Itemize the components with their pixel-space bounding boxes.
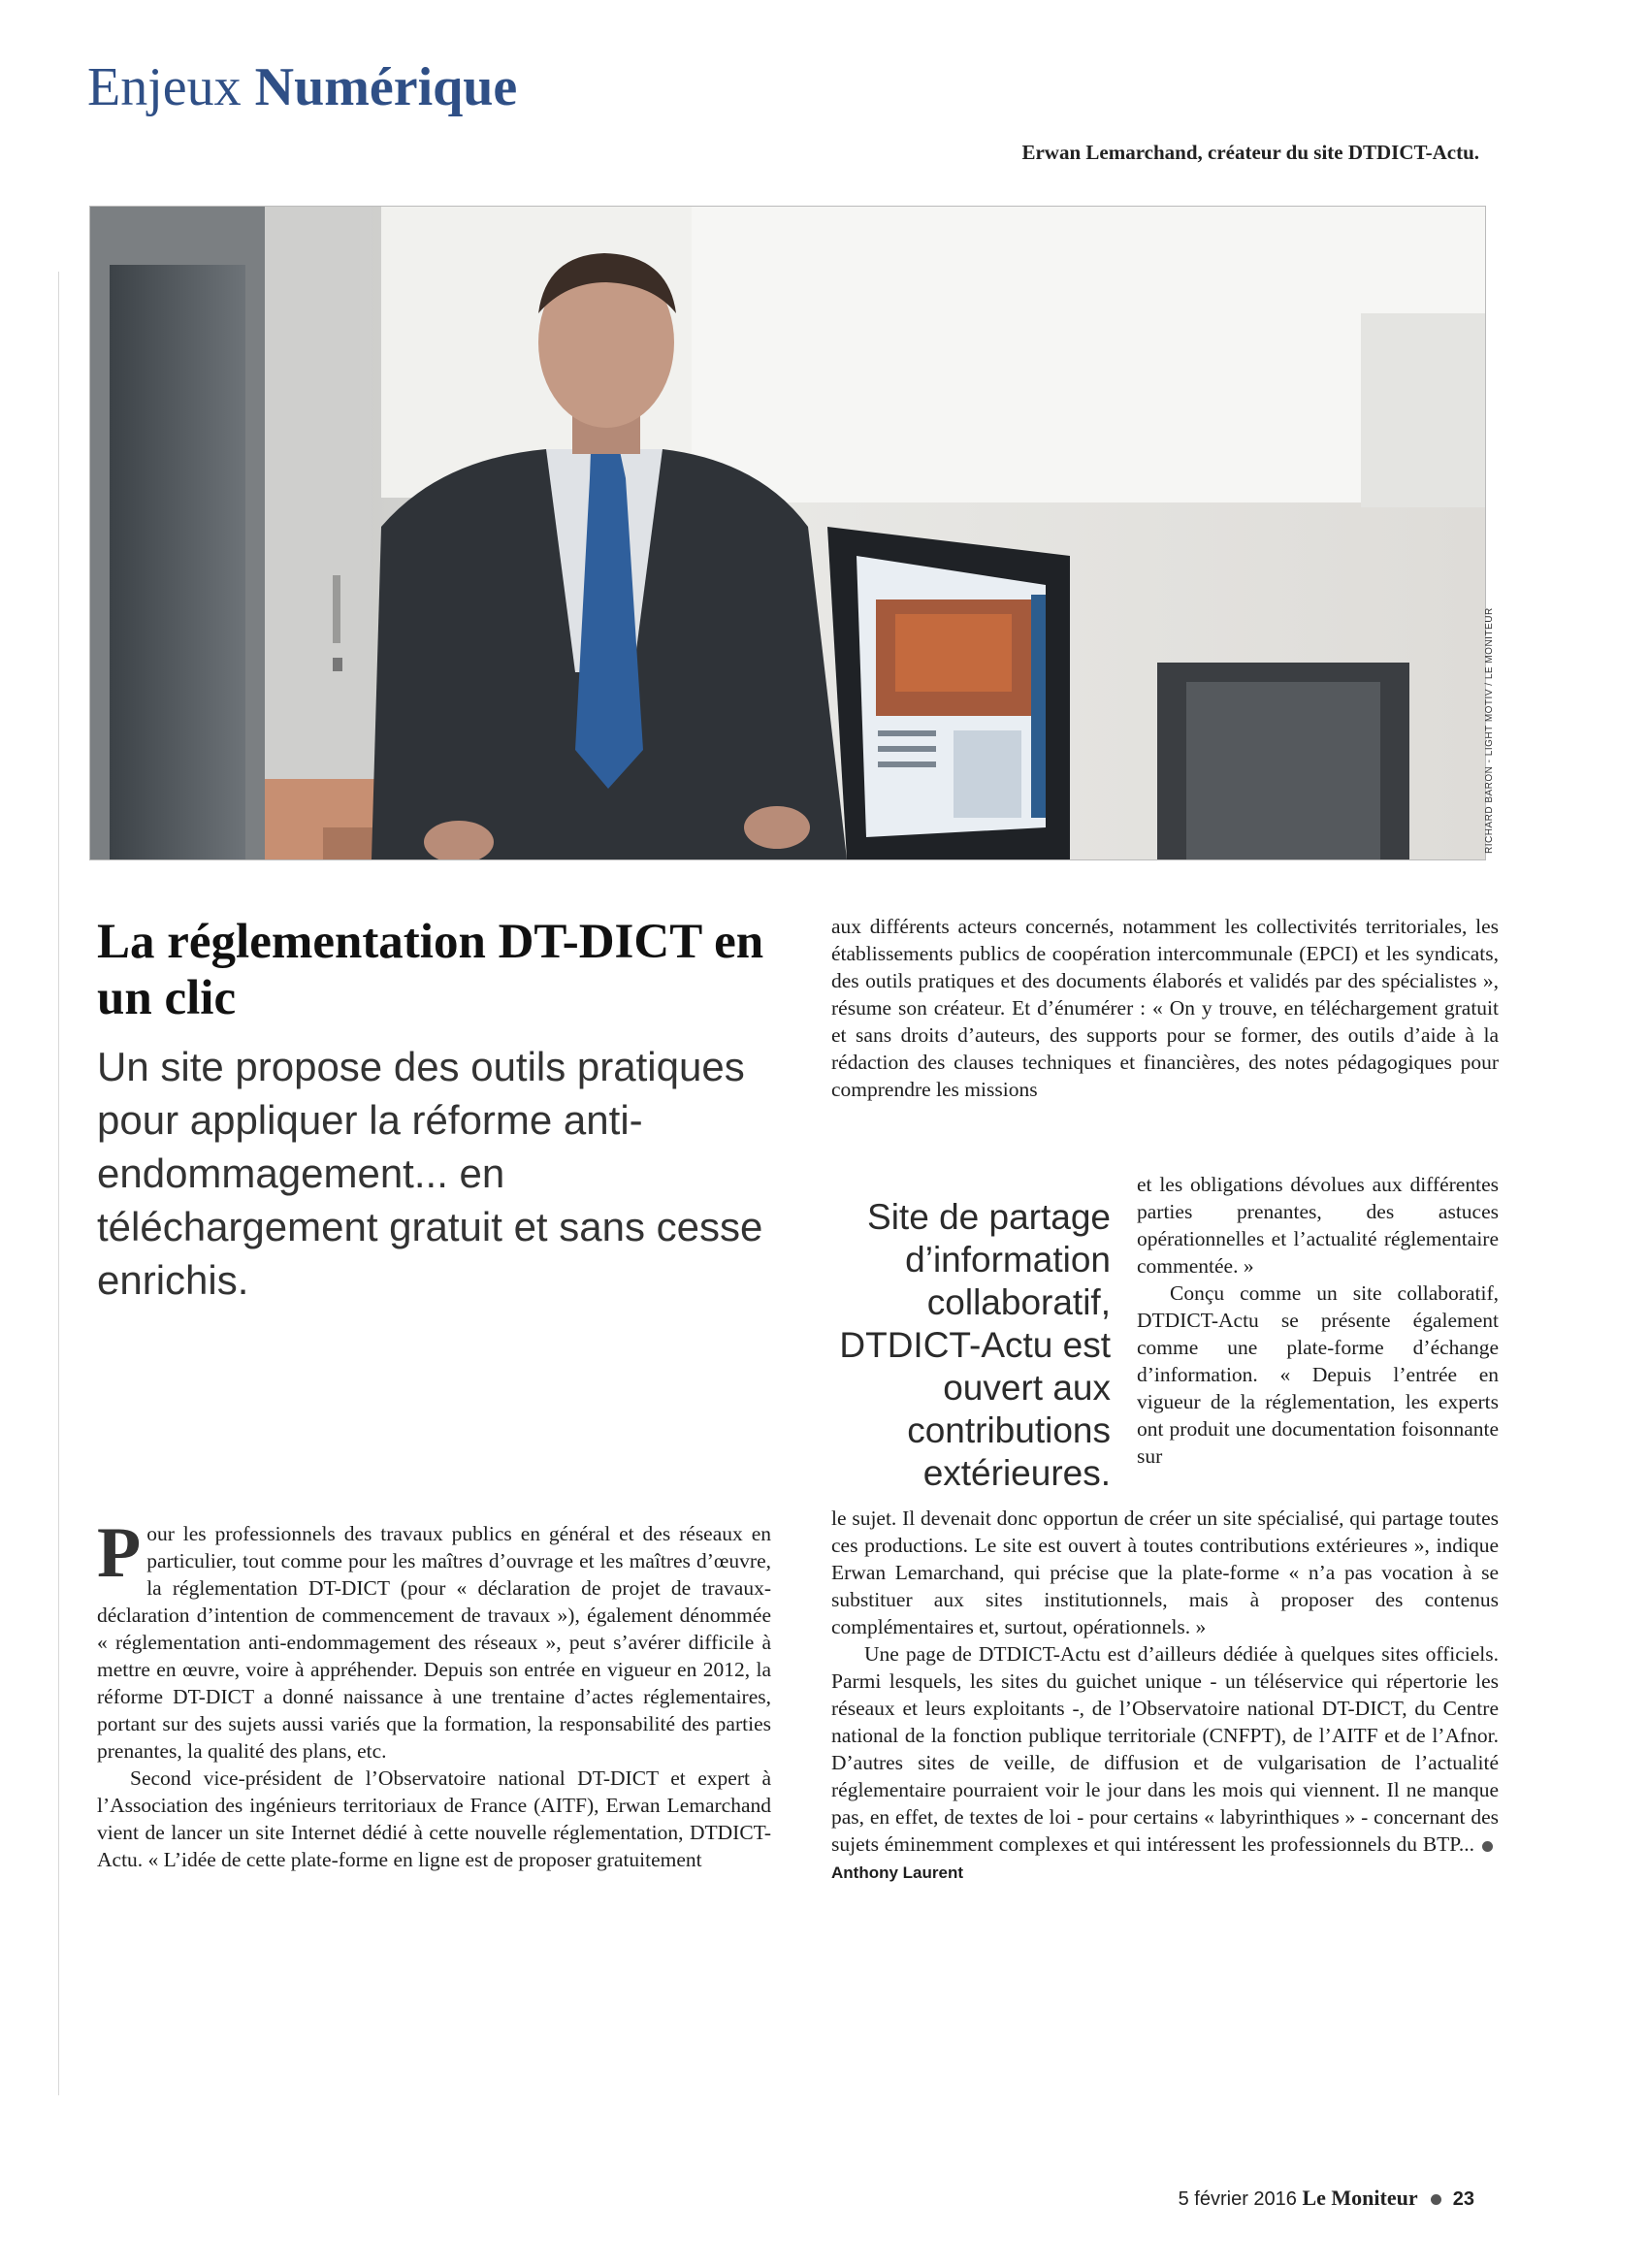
paragraph-intro <box>97 1513 771 1765</box>
issue-date: 5 février 2016 <box>1178 2188 1297 2210</box>
article-photo <box>89 206 1486 860</box>
photo-credit <box>1484 582 1509 854</box>
paragraph-second-end: et les obligations dévolues aux différentes parties prenantes, des astuces opérationnelles et l’actualité réglementaire commentée. » <box>1137 1173 1499 1278</box>
pull-quote: Site de partage d’information collaboratif, DTDICT-Actu est ouvert aux contributions extérieures. <box>839 1197 1111 1493</box>
photo-credit-text: RICHARD BARON - LIGHT MOTIV / LE MONITEUR <box>1484 607 1495 854</box>
body-column-right-narrow <box>1137 1171 1499 1470</box>
page-number: 23 <box>1452 2188 1474 2210</box>
body-column-right-top <box>831 913 1499 1103</box>
paragraph-second-continued: aux différents acteurs concernés, notamment les collectivités territoriales, les établissements publics de coopération intercommunale (EPCI) et les syndicats, des outils pratiques et des documents élaborés et validés par des spécialistes », résume son créateur. Et d’énumérer : « On y trouve, en téléchargement gratuit et sans droits d’auteurs, des supports pour se former, des outils d’aide à la rédaction des clauses techniques et financières, des notes pédagogiques pour comprendre les missions <box>831 915 1499 1101</box>
body-column-right-bottom <box>831 1505 1499 1887</box>
paragraph-third: Conçu comme un site collaboratif, DTDICT-Actu se présente également comme une plate-forme d’échange d’information. « Depuis l’entrée en vigueur de la réglementation, les experts ont produit une documentation foisonnante sur <box>1137 1281 1499 1468</box>
footer-bullet-icon <box>1431 2194 1441 2205</box>
magazine-name: Le Moniteur <box>1302 2186 1418 2210</box>
paragraph-second: Second vice-président de l’Observatoire national DT-DICT et expert à l’Association des ingénieurs territoriaux de France (AITF), Erwan Lemarchand vient de lancer un site Internet dédié à cette nouvelle réglementation, DTDICT-Actu. « L’idée de cette plate-forme en ligne est de proposer gratuitement <box>97 1766 771 1871</box>
page-margin-line <box>58 272 59 2095</box>
paragraph-fourth <box>831 1640 1499 1887</box>
section-rubric <box>87 56 517 118</box>
rubric-light: Enjeux <box>87 57 242 117</box>
page-footer <box>1116 2186 1474 2211</box>
photo-caption: Erwan Lemarchand, créateur du site DTDICT-Actu. <box>1021 141 1479 164</box>
article-standfirst: Un site propose des outils pratiques pour appliquer la réforme anti-endommagement... en téléchargement gratuit et sans cesse enrichis. <box>97 1044 763 1303</box>
paragraph-third-continued: le sujet. Il devenait donc opportun de créer un site spécialisé, qui partage toutes ces productions. Le site est ouvert à toutes contributions extérieures », indique Erwan Lemarchand, qui précise que la plate-forme « n’a pas vocation à se substituer aux sites institutionnels, mais à proposer des contenus complémentaires et, surtout, opérationnels. » <box>831 1507 1499 1638</box>
body-column-left <box>97 1513 771 1873</box>
paragraph-fourth-text: Une page de DTDICT-Actu est d’ailleurs dédiée à quelques sites officiels. Parmi lesquels, les sites du guichet unique - un téléservice qui répertorie les réseaux et leurs exploitants -, de l’Observatoire national DT-DICT, du Centre national de la fonction publique territoriale (CNFPT), de l’AITF et de l’Afnor. D’autres sites de veille, de diffusion et de vulgarisation de l’actualité réglementaire pourraient voir le jour dans les mois qui viennent. Il ne manque pas, en effet, de textes de loi - pour certains « labyrinthiques » - concernant des sujets éminemment complexes et qui intéressent les professionnels du BTP... <box>831 1642 1499 1856</box>
article-headline: La réglementation DT-DICT en un clic <box>97 915 764 1025</box>
drop-cap: P <box>97 1513 142 1593</box>
paragraph-intro-text: our les professionnels des travaux publics en général et des réseaux en particulier, tout comme pour les maîtres d’ouvrage et les maîtres d’œuvre, la réglementation DT-DICT (pour « déclaration de projet de travaux-déclaration d’intention de commencement de travaux »), également dénommée « réglementation anti-endommagement des réseaux », peut s’avérer difficile à mettre en œuvre, voire à appréhender. Depuis son entrée en vigueur en 2012, la réforme DT-DICT a donné naissance à une trentaine d’actes réglementaires, portant sur des sujets aussi variés que la formation, la responsabilité des parties prenantes, la qualité des plans, etc. <box>97 1522 771 1763</box>
end-bullet-icon <box>1482 1841 1493 1852</box>
author-signature: Anthony Laurent <box>831 1863 963 1882</box>
rubric-bold: Numérique <box>254 57 518 117</box>
